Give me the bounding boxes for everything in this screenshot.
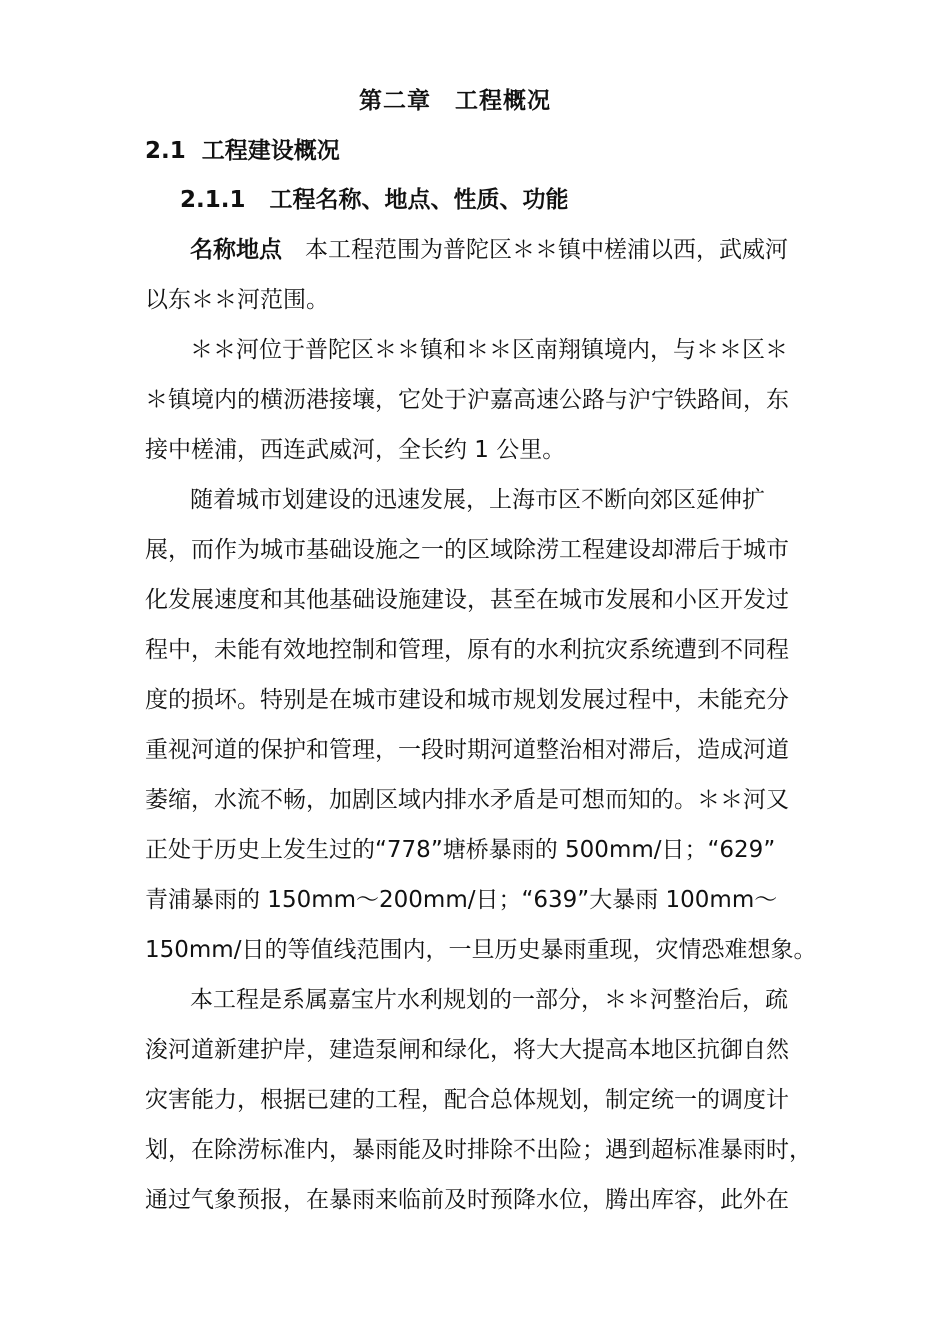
paragraph-line: 萎缩，水流不畅，加剧区域内排水矛盾是可想而知的。＊＊河又	[145, 787, 789, 813]
paragraph-line: ＊＊河位于普陀区＊＊镇和＊＊区南翔镇境内，与＊＊区＊	[190, 337, 788, 363]
paragraph-line: 150mm/日的等值线范围内，一旦历史暴雨重现，灾情恐难想象。	[145, 937, 817, 963]
paragraph-lead: 名称地点	[190, 237, 282, 263]
paragraph-name-location	[145, 225, 835, 325]
section-title: 工程建设概况	[201, 138, 340, 164]
paragraph-line-text: 本工程范围为普陀区＊＊镇中槎浦以西，武威河	[282, 237, 788, 263]
paragraph-line: 接中槎浦，西连武威河，全长约 1 公里。	[145, 437, 566, 463]
paragraph-line: 划，在除涝标准内，暴雨能及时排除不出险；遇到超标准暴雨时，	[145, 1137, 812, 1163]
paragraph-line: 本工程是系属嘉宝片水利规划的一部分，＊＊河整治后，疏	[190, 987, 788, 1013]
chapter-title: 第二章 工程概况	[359, 88, 551, 114]
subsection-heading	[180, 183, 569, 217]
paragraph-line: ＊镇境内的横沥港接壤，它处于沪嘉高速公路与沪宁铁路间，东	[145, 387, 789, 413]
paragraph-line: 度的损坏。特别是在城市建设和城市规划发展过程中，未能充分	[145, 687, 789, 713]
paragraph-line: 青浦暴雨的 150mm～200mm/日；“639”大暴雨 100mm～	[145, 887, 778, 913]
section-number: 2.1	[145, 138, 186, 164]
paragraph-line: 正处于历史上发生过的“778”塘桥暴雨的 500mm/日；“629”	[145, 837, 776, 863]
paragraph-line: 通过气象预报，在暴雨来临前及时预降水位，腾出库容，此外在	[145, 1187, 789, 1213]
paragraph-line: 随着城市划建设的迅速发展，上海市区不断向郊区延伸扩	[190, 487, 765, 513]
paragraph-line: 展，而作为城市基础设施之一的区域除涝工程建设却滞后于城市	[145, 537, 789, 563]
paragraph-line: 程中，未能有效地控制和管理，原有的水利抗灾系统遭到不同程	[145, 637, 789, 663]
paragraph-line: 以东＊＊河范围。	[145, 287, 329, 313]
paragraph-line: 重视河道的保护和管理，一段时期河道整治相对滞后，造成河道	[145, 737, 789, 763]
paragraph-line: 灾害能力，根据已建的工程，配合总体规划，制定统一的调度计	[145, 1087, 789, 1113]
paragraph-river-location	[145, 325, 835, 475]
paragraph-background	[145, 475, 835, 975]
paragraph-line: 浚河道新建护岸，建造泵闸和绿化，将大大提高本地区抗御自然	[145, 1037, 789, 1063]
paragraph-line: 化发展速度和其他基础设施建设，甚至在城市发展和小区开发过	[145, 587, 789, 613]
paragraph-project-purpose	[145, 975, 835, 1225]
subsection-number: 2.1.1	[180, 187, 246, 213]
subsection-title: 工程名称、地点、性质、功能	[269, 187, 569, 213]
paragraph-line	[145, 225, 835, 275]
section-heading	[145, 134, 340, 168]
